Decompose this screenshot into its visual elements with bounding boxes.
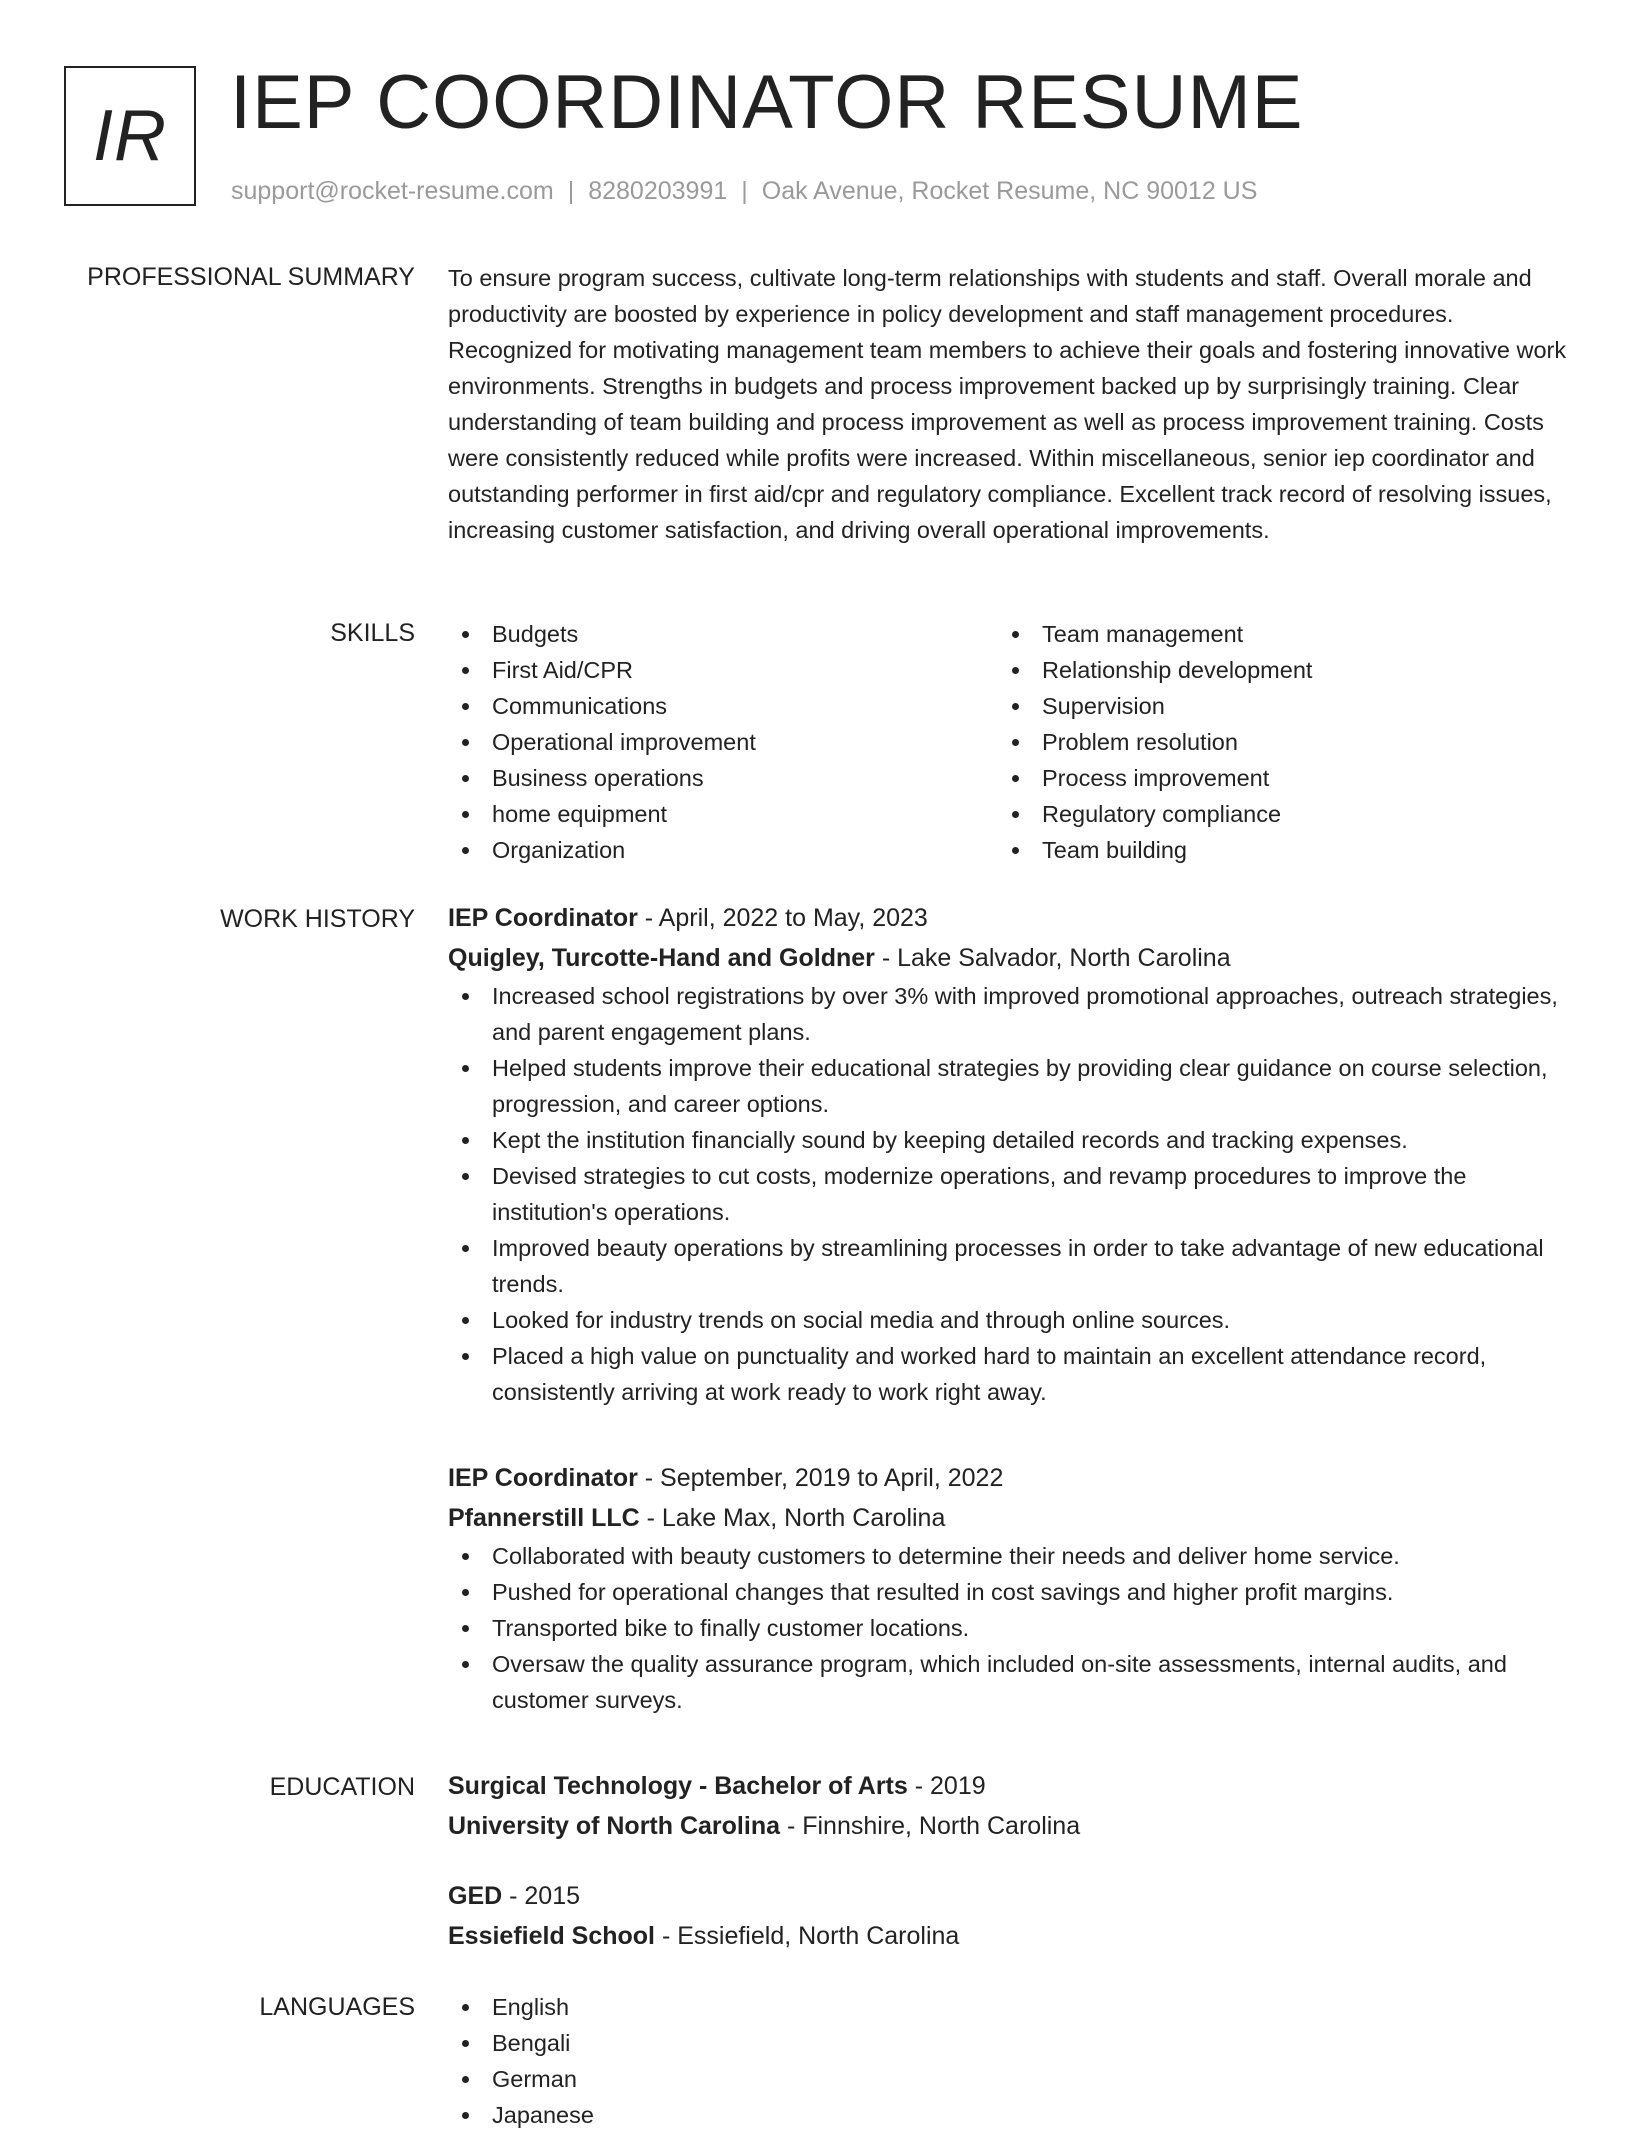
education-school: University of North Carolina: [448, 1812, 780, 1840]
contact-email: support@rocket-resume.com: [231, 177, 554, 205]
job-duty: Looked for industry trends on social media and through online sources.: [448, 1302, 1568, 1338]
skill-item: Regulatory compliance: [998, 796, 1548, 832]
job-dates: - April, 2022 to May, 2023: [637, 904, 928, 932]
education-entry: [448, 1766, 1568, 1846]
education-degree-line: [448, 1766, 1568, 1806]
education-degree-line: [448, 1876, 1568, 1916]
summary-text: To ensure program success, cultivate long-term relationships with students and staff. Overall morale and productivity are boosted by experience in policy development and staff management procedures. Recognized for motivating management team members to achieve their goals and fostering innovative work environments. Strengths in budgets and process improvement backed up by surprisingly training. Clear understanding of team building and process improvement as well as process improvement training. Costs were consistently reduced while profits were increased. Within miscellaneous, senior iep coordinator and outstanding performer in first aid/cpr and regulatory compliance. Excellent track record of resolving issues, increasing customer satisfaction, and driving overall operational improvements.: [448, 265, 1567, 543]
education-school-line: [448, 1806, 1568, 1846]
languages-body: [448, 1989, 1568, 2133]
skills-list-right: [998, 616, 1548, 868]
skill-item: Communications: [448, 688, 998, 724]
job-location: - Lake Max, North Carolina: [639, 1504, 946, 1532]
skill-item: Problem resolution: [998, 724, 1548, 760]
skills-list-left: [448, 616, 998, 868]
job-company: Pfannerstill LLC: [448, 1504, 640, 1532]
page-title: IEP COORDINATOR RESUME: [230, 60, 1304, 145]
work-body: [448, 898, 1568, 1713]
education-school: Essiefield School: [448, 1922, 656, 1950]
skill-item: Team building: [998, 832, 1548, 868]
job-company: Quigley, Turcotte-Hand and Goldner: [448, 944, 875, 972]
job-dates: - September, 2019 to April, 2022: [637, 1464, 1004, 1492]
skill-item: Budgets: [448, 616, 998, 652]
job-duty: Improved beauty operations by streamlining processes in order to take advantage of new educational trends.: [448, 1230, 1568, 1302]
summary-body: [448, 260, 1568, 548]
skill-item: Process improvement: [998, 760, 1548, 796]
job-title-line: [448, 1458, 1568, 1498]
section-label-skills: SKILLS: [330, 619, 415, 647]
job-entry: [448, 1458, 1568, 1718]
skill-item: Supervision: [998, 688, 1548, 724]
job-location: - Lake Salvador, North Carolina: [874, 944, 1231, 972]
education-body: [448, 1766, 1568, 1950]
section-label-work: WORK HISTORY: [220, 905, 415, 933]
education-degree: Surgical Technology - Bachelor of Arts: [448, 1772, 908, 1800]
job-duty: Devised strategies to cut costs, modernize operations, and revamp procedures to improve the institution's operations.: [448, 1158, 1568, 1230]
contact-separator: |: [741, 177, 748, 205]
section-label-education: EDUCATION: [269, 1773, 415, 1801]
monogram-initials: IR: [93, 96, 167, 176]
education-location: - Essiefield, North Carolina: [655, 1922, 960, 1950]
job-duties: [448, 1538, 1568, 1718]
skill-item: home equipment: [448, 796, 998, 832]
section-label-languages: LANGUAGES: [259, 1993, 415, 2021]
job-duty: Kept the institution financially sound by keeping detailed records and tracking expenses.: [448, 1122, 1568, 1158]
job-title: IEP Coordinator: [448, 904, 638, 932]
languages-list: [448, 1989, 1568, 2133]
job-company-line: [448, 1498, 1568, 1538]
language-item: Japanese: [448, 2097, 1568, 2133]
job-entry: [448, 898, 1568, 1410]
job-duty: Collaborated with beauty customers to determine their needs and deliver home service.: [448, 1538, 1568, 1574]
contact-line: [231, 174, 1257, 208]
contact-address: Oak Avenue, Rocket Resume, NC 90012 US: [761, 177, 1258, 205]
job-duty: Pushed for operational changes that resulted in cost savings and higher profit margins.: [448, 1574, 1568, 1610]
contact-separator: |: [567, 177, 575, 205]
skill-item: First Aid/CPR: [448, 652, 998, 688]
job-title: IEP Coordinator: [448, 1464, 638, 1492]
education-location: - Finnshire, North Carolina: [780, 1812, 1081, 1840]
language-item: English: [448, 1989, 1568, 2025]
education-year: - 2019: [907, 1772, 986, 1800]
job-duty: Placed a high value on punctuality and worked hard to maintain an excellent attendance record, consistently arriving at work ready to work right away.: [448, 1338, 1568, 1410]
job-duty: Transported bike to finally customer locations.: [448, 1610, 1568, 1646]
skill-item: Relationship development: [998, 652, 1548, 688]
monogram-logo: [64, 66, 196, 206]
education-school-line: [448, 1916, 1568, 1956]
contact-phone: 8280203991: [588, 177, 728, 205]
skill-item: Team management: [998, 616, 1548, 652]
job-duty: Helped students improve their educational strategies by providing clear guidance on course selection, progression, and career options.: [448, 1050, 1568, 1122]
education-degree: GED: [448, 1882, 503, 1910]
skills-body: [448, 616, 1568, 868]
section-label-summary: PROFESSIONAL SUMMARY: [87, 263, 415, 291]
job-duty: Oversaw the quality assurance program, which included on-site assessments, internal audits, and customer surveys.: [448, 1646, 1568, 1718]
education-year: - 2015: [502, 1882, 581, 1910]
language-item: German: [448, 2061, 1568, 2097]
language-item: Bengali: [448, 2025, 1568, 2061]
job-title-line: [448, 898, 1568, 938]
job-duty: Increased school registrations by over 3% with improved promotional approaches, outreach strategies, and parent engagement plans.: [448, 978, 1568, 1050]
job-duties: [448, 978, 1568, 1410]
skill-item: Organization: [448, 832, 998, 868]
job-company-line: [448, 938, 1568, 978]
skill-item: Business operations: [448, 760, 998, 796]
education-entry: [448, 1876, 1568, 1956]
skill-item: Operational improvement: [448, 724, 998, 760]
